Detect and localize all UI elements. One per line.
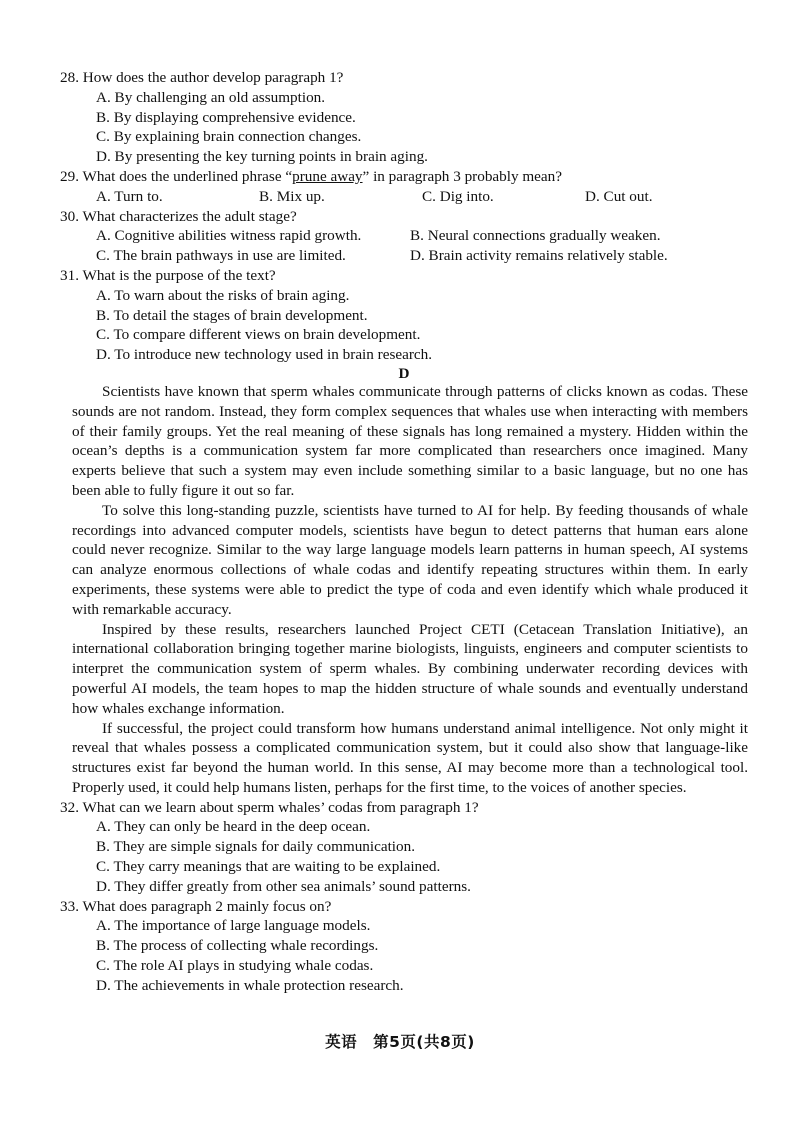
question-29-option-b: B. Mix up.: [259, 187, 325, 205]
question-30-option-b: B. Neural connections gradually weaken.: [410, 227, 661, 245]
passage-paragraph-1: Scientists have known that sperm whales communicate through patterns of clicks known as codas. These sounds are not random. Instead, they form complex sequences that whales use when interacting with members of their family groups. Yet the real meaning of these signals has long remained a mystery. Hidden within the ocean’s depths is a communication system far more complicated than researchers once imagined. Many experts believe that such a system may even include something similar to a basic language, but no one has been able to fully figure it out so far.: [72, 382, 748, 499]
question-31-option-d: D. To introduce new technology used in brain research.: [96, 346, 433, 364]
question-28-option-a: A. By challenging an old assumption.: [96, 88, 326, 106]
question-30-stem: 30. What characterizes the adult stage?: [60, 207, 297, 225]
question-30-option-d: D. Brain activity remains relatively stable.: [410, 247, 668, 265]
question-28-stem: 28. How does the author develop paragraph 1?: [60, 69, 344, 86]
question-33-option-b: B. The process of collecting whale recordings.: [96, 937, 379, 955]
question-32-option-d: D. They differ greatly from other sea animals’ sound patterns.: [96, 877, 471, 895]
passage-paragraph-3: Inspired by these results, researchers launched Project CETI (Cetacean Translation Initiative), an international collaboration bringing together marine biologists, linguists, engineers and computer scientists to interpret the communication system of sperm whales. By combining underwater recording devices with powerful AI models, the team hopes to map the hidden structure of whale sounds and eventually understand how whales exchange information.: [72, 620, 748, 717]
question-30-option-a: A. Cognitive abilities witness rapid growth.: [96, 227, 362, 245]
question-32-option-b: B. They are simple signals for daily communication.: [96, 838, 416, 856]
question-32-option-c: C. They carry meanings that are waiting to be explained.: [96, 858, 441, 876]
question-28-option-d: D. By presenting the key turning points in brain aging.: [96, 148, 428, 166]
question-33-option-d: D. The achievements in whale protection research.: [96, 976, 404, 994]
question-29-underlined-phrase: prune away: [292, 167, 363, 185]
question-31-option-c: C. To compare different views on brain development.: [96, 326, 421, 344]
question-29-option-a: A. Turn to.: [96, 187, 163, 205]
section-d-heading: D: [398, 364, 410, 382]
question-32-option-a: A. They can only be heard in the deep ocean.: [96, 818, 371, 836]
question-31-stem: 31. What is the purpose of the text?: [60, 266, 276, 284]
question-33-stem: 33. What does paragraph 2 mainly focus on?: [60, 897, 332, 915]
passage-paragraph-2: To solve this long-standing puzzle, scientists have turned to AI for help. By feeding thousands of whale recordings into advanced computer models, scientists have begun to detect patterns that human ears alone could never recognize. Similar to the way large language models learn patterns in human speech, AI systems can analyze enormous collections of whale codas and identify repeating structures within them. In early experiments, these systems were able to predict the type of coda and even identify which whale produced it with remarkable accuracy.: [72, 501, 748, 618]
question-29-option-c: C. Dig into.: [422, 187, 494, 205]
question-30-options-row-1: [60, 226, 748, 246]
question-31-option-b: B. To detail the stages of brain development.: [96, 306, 368, 324]
page-content: [60, 68, 748, 996]
question-29-option-d: D. Cut out.: [585, 187, 653, 205]
question-30-option-c: C. The brain pathways in use are limited.: [96, 247, 346, 265]
question-28-option-c: C. By explaining brain connection changes.: [96, 128, 362, 146]
question-32-stem: 32. What can we learn about sperm whales’ codas from paragraph 1?: [60, 798, 479, 816]
question-29-stem-pre: 29. What does the underlined phrase “: [60, 167, 293, 185]
page-footer: 英语 第5页(共8页): [325, 1033, 475, 1051]
question-31-option-a: A. To warn about the risks of brain aging.: [96, 286, 350, 304]
question-30-options-row-2: [60, 246, 748, 266]
question-33-option-a: A. The importance of large language models.: [96, 917, 371, 935]
question-29-stem: [60, 167, 748, 187]
question-29-stem-post: ” in paragraph 3 probably mean?: [362, 167, 562, 185]
question-33-option-c: C. The role AI plays in studying whale codas.: [96, 957, 374, 975]
question-28-option-b: B. By displaying comprehensive evidence.: [96, 108, 356, 126]
question-29-options: [60, 187, 748, 207]
passage-paragraph-4: If successful, the project could transform how humans understand animal intelligence. Not only might it reveal that whales possess a complicated communication system, but it could also show that language-like structures exist far beyond the human world. In this sense, AI may become more than a technological tool. Properly used, it could help humans listen, perhaps for the first time, to the voices of another species.: [72, 719, 748, 796]
